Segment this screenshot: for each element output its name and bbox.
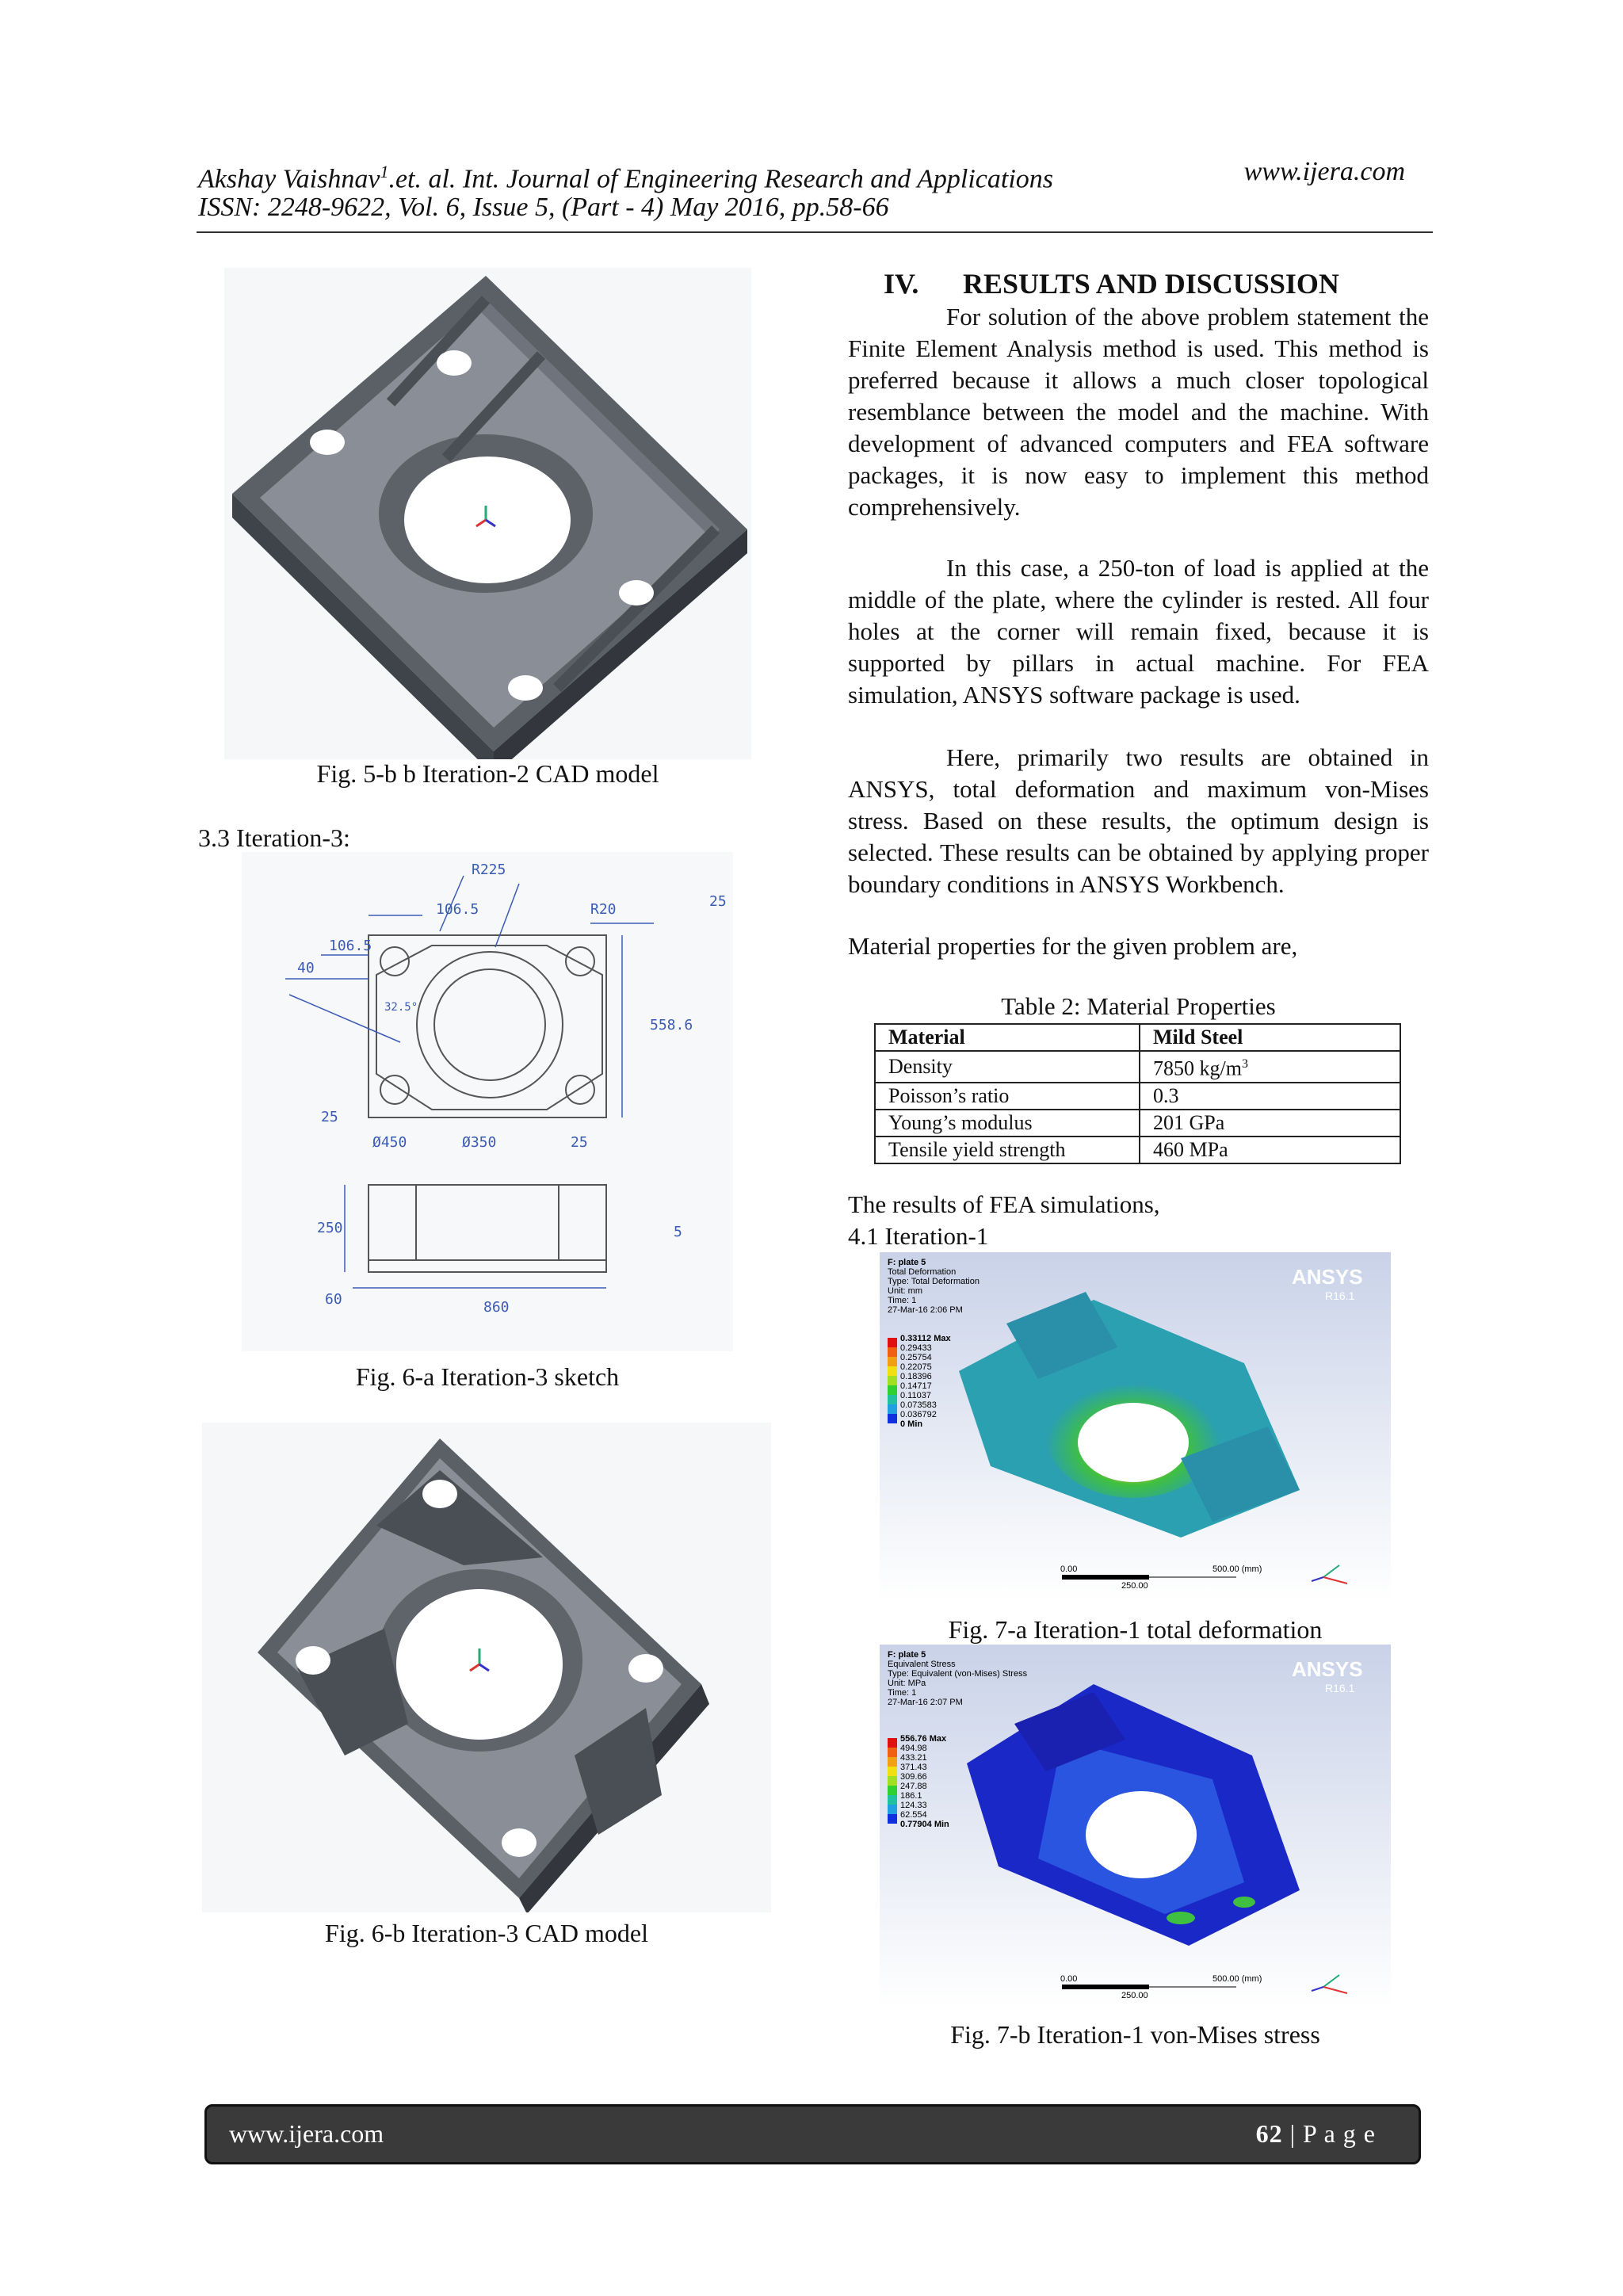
svg-text:R16.1: R16.1: [1325, 1289, 1355, 1302]
dim-250: 250: [317, 1220, 343, 1236]
table-cell: 7850 $kg/m^3$: [1140, 1051, 1400, 1083]
svg-text:ANSYS: ANSYS: [1292, 1657, 1363, 1681]
section-number: IV.: [884, 268, 919, 300]
section-title: RESULTS AND DISCUSSION: [963, 268, 1339, 300]
svg-text:556.76 Max: 556.76 Max: [900, 1734, 947, 1744]
subsection-iteration-3: 3.3 Iteration-3:: [198, 823, 350, 852]
svg-text:Total Deformation: Total Deformation: [888, 1267, 957, 1277]
svg-text:Unit: MPa: Unit: MPa: [888, 1679, 926, 1688]
table-row: [875, 1137, 1400, 1163]
fig7b-caption: Fig. 7-b Iteration-1 von-Mises stress: [950, 2020, 1320, 2049]
dim-25-bottom: 25: [571, 1134, 588, 1151]
results-intro: The results of FEA simulations,: [848, 1190, 1160, 1218]
svg-text:0.00: 0.00: [1060, 1974, 1078, 1984]
svg-text:0.33112 Max: 0.33112 Max: [900, 1334, 951, 1343]
ansys-logo: ANSYS: [1292, 1265, 1363, 1289]
svg-text:Equivalent Stress: Equivalent Stress: [888, 1660, 956, 1669]
table-header-cell: Mild Steel: [1140, 1024, 1400, 1051]
svg-text:Type: Equivalent (von-Mises) S: Type: Equivalent (von-Mises) Stress: [888, 1669, 1028, 1679]
svg-text:0.036792: 0.036792: [900, 1410, 937, 1419]
dim-106-5-top: 106.5: [436, 901, 479, 918]
dim-r20: R20: [590, 901, 617, 918]
svg-text:124.33: 124.33: [900, 1801, 927, 1810]
svg-text:0.22075: 0.22075: [900, 1362, 932, 1372]
table-row: [875, 1110, 1400, 1137]
svg-text:247.88: 247.88: [900, 1782, 927, 1791]
table-cell: Young’s modulus: [875, 1110, 1140, 1137]
header-website[interactable]: www.ijera.com: [1243, 157, 1405, 186]
page-footer: [204, 2104, 1421, 2164]
fig6a-sketch-image: [242, 852, 733, 1351]
svg-text:500.00 (mm): 500.00 (mm): [1212, 1974, 1262, 1984]
footer-website[interactable]: www.ijera.com: [229, 2119, 384, 2148]
svg-text:250.00: 250.00: [1121, 1581, 1148, 1591]
table-caption: Table 2: Material Properties: [1001, 992, 1276, 1020]
svg-text:Type: Total Deformation: Type: Total Deformation: [888, 1277, 980, 1286]
dim-860: 860: [483, 1299, 510, 1316]
header-author-sup: 1: [380, 162, 389, 181]
svg-text:309.66: 309.66: [900, 1772, 927, 1782]
svg-text:500.00 (mm): 500.00 (mm): [1212, 1564, 1262, 1574]
fig5b-cad-image: [224, 268, 751, 759]
material-table: [874, 1023, 1401, 1164]
svg-text:27-Mar-16 2:07 PM: 27-Mar-16 2:07 PM: [888, 1698, 963, 1707]
svg-text:F: plate 5: F: plate 5: [888, 1650, 926, 1660]
svg-text:0.25754: 0.25754: [900, 1353, 932, 1362]
svg-text:0.18396: 0.18396: [900, 1372, 932, 1381]
header-issn: ISSN: 2248-9622, Vol. 6, Issue 5, (Part - 4) May 2016, pp.58-66: [198, 193, 889, 222]
paragraph-3: Here, primarily two results are obtained in ANSYS, total deformation and maximum von-Mises stress. Based on these results, the optimum design is selected. These results can be obtained by applying proper boundary conditions in ANSYS Workbench.: [848, 743, 1429, 898]
table-header-row: [875, 1024, 1400, 1051]
fig5b-caption: Fig. 5-b b Iteration-2 CAD model: [316, 759, 659, 788]
svg-text:62.554: 62.554: [900, 1810, 927, 1820]
fig6b-cad-image: [202, 1423, 771, 1912]
svg-text:250.00: 250.00: [1121, 1991, 1148, 2000]
dim-dia450: Ø450: [372, 1134, 407, 1151]
footer-page: 62 | P a g e: [1255, 2119, 1376, 2148]
header-journal: .et. al. Int. Journal of Engineering Research and Applications: [388, 164, 1053, 194]
svg-text:Time: 1: Time: 1: [888, 1688, 917, 1698]
header-author: Akshay Vaishnav: [198, 164, 380, 194]
dim-25-top: 25: [709, 893, 727, 910]
material-intro: Material properties for the given problem are,: [848, 932, 1298, 960]
dim-40: 40: [297, 960, 315, 976]
svg-text:186.1: 186.1: [900, 1791, 922, 1801]
dim-558-6: 558.6: [650, 1017, 693, 1033]
fig6a-caption: Fig. 6-a Iteration-3 sketch: [355, 1362, 620, 1391]
dim-angle: 32.5°: [384, 1001, 418, 1014]
fig7b-ansys-image: [880, 1645, 1391, 2008]
dim-106-5-left: 106.5: [329, 938, 372, 954]
table-cell: Poisson’s ratio: [875, 1083, 1140, 1110]
svg-text:0.29433: 0.29433: [900, 1343, 932, 1353]
table-header-cell: Material: [875, 1024, 1140, 1051]
svg-text:371.43: 371.43: [900, 1763, 927, 1772]
dim-r225: R225: [472, 861, 506, 878]
table-cell: 0.3: [1140, 1083, 1400, 1110]
subsection-iteration-1: 4.1 Iteration-1: [848, 1222, 989, 1250]
dim-25-left: 25: [321, 1109, 338, 1125]
table-cell: Tensile yield strength: [875, 1137, 1140, 1163]
fig6b-caption: Fig. 6-b Iteration-3 CAD model: [325, 1919, 648, 1947]
dim-60: 60: [325, 1291, 342, 1308]
table-row: [875, 1051, 1400, 1083]
dim-5: 5: [674, 1224, 682, 1240]
table-cell: 201 GPa: [1140, 1110, 1400, 1137]
svg-text:F: plate 5: F: plate 5: [888, 1258, 926, 1267]
section-heading: [884, 266, 1339, 302]
svg-text:0.14717: 0.14717: [900, 1381, 932, 1391]
svg-text:494.98: 494.98: [900, 1744, 927, 1753]
fig7a-ansys-image: [880, 1252, 1391, 1601]
svg-text:0.00: 0.00: [1060, 1564, 1078, 1574]
svg-text:0.11037: 0.11037: [900, 1391, 931, 1400]
svg-text:Time: 1: Time: 1: [888, 1296, 917, 1305]
table-cell: Density: [875, 1051, 1140, 1083]
paragraph-2: In this case, a 250-ton of load is applied at the middle of the plate, where the cylinder is rested. All four holes at the corner will remain fixed, because it is supported by pillars in actual machine. For FEA simulation, ANSYS software package is used.: [848, 554, 1429, 709]
header-rule: [197, 231, 1433, 233]
svg-text:0.77904 Min: 0.77904 Min: [900, 1820, 949, 1829]
svg-text:27-Mar-16 2:06 PM: 27-Mar-16 2:06 PM: [888, 1305, 963, 1315]
fig7a-caption: Fig. 7-a Iteration-1 total deformation: [948, 1615, 1323, 1644]
svg-text:R16.1: R16.1: [1325, 1682, 1355, 1694]
dim-dia350: Ø350: [462, 1134, 497, 1151]
table-cell: 460 MPa: [1140, 1137, 1400, 1163]
svg-text:433.21: 433.21: [900, 1753, 927, 1763]
page-number: 62: [1255, 2119, 1283, 2148]
svg-text:0 Min: 0 Min: [900, 1419, 923, 1429]
paragraph-1: For solution of the above problem statement the Finite Element Analysis method is used. This method is preferred because it allows a much closer topological resemblance between the model and the machine. With development of advanced computers and FEA software packages, it is now easy to implement this method comprehensively.: [848, 303, 1429, 521]
svg-text:0.073583: 0.073583: [900, 1400, 937, 1410]
table-row: [875, 1083, 1400, 1110]
svg-text:Unit: mm: Unit: mm: [888, 1286, 922, 1296]
